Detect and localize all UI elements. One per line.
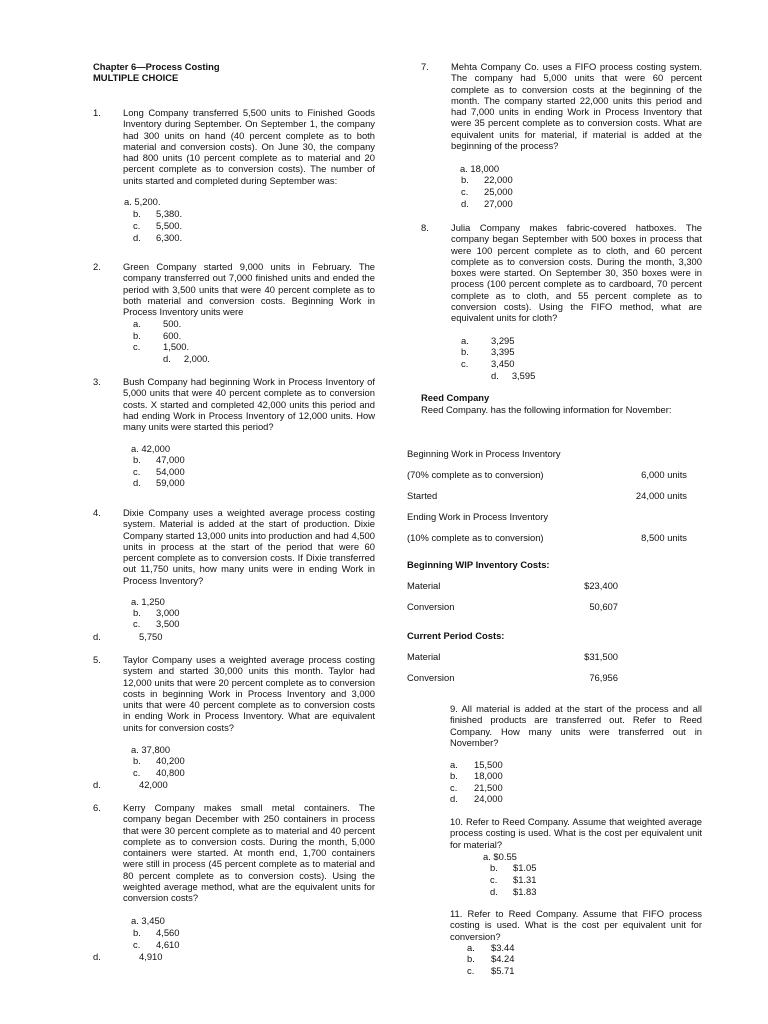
option-c: c. 3,450 <box>461 358 515 369</box>
cost-value: $23,400 <box>584 580 618 591</box>
option-c: c. 4,610 <box>133 939 180 950</box>
option-c: c. 25,000 <box>461 186 513 197</box>
option-a: a. 1,250 <box>131 596 165 607</box>
question-stem: Julia Company makes fabric-covered hatboxes. The company began September with 500 boxes in process that were 100 percent complete as to cloth, and 60 percent complete as to conversion costs. During the month, 3,300 boxes were started. On September 30, 350 boxes were in process (100 percent complete as to cardboard, 70 percent complete as to cloth, and 55 percent complete as to conversion costs). Using the FIFO method, what are equivalent units for cloth? <box>451 222 702 324</box>
option-d: d. 4,910 <box>93 951 163 962</box>
question-stem: 9. All material is added at the start of the process and all finished products are transferred out. Refer to Reed Company. How many units were transferred out in November? <box>450 703 702 748</box>
question-stem: Kerry Company makes small metal containers. The company began December with 250 containers in process that were 30 percent complete as to material and 40 percent complete as to conversion costs. During the month, 5,000 containers were started. At month end, 1,700 containers were still in process (45 percent complete as to material and 80 percent complete as to conversion costs). Using the weighted average method, what are the equivalent units for conversion costs? <box>123 802 375 904</box>
option-b: b. 3,395 <box>461 346 515 357</box>
question-stem: 10. Refer to Reed Company. Assume that weighted average process costing is used. What is the cost per equivalent unit for material? <box>450 816 702 850</box>
option-b: b. 40,200 <box>133 755 185 766</box>
option-a: a. 42,000 <box>131 443 171 454</box>
option-c: c. $1.31 <box>490 874 537 885</box>
question-stem: Mehta Company Co. uses a FIFO process costing system. The company had 5,000 units that were 60 percent complete as to conversion costs at the beginning of the month. The company started 22,000 units this period and had 7,000 units in ending Work in Process Inventory that were 35 percent complete as to conversion costs. What are equivalent units for material, if material is added at the beginning of the process? <box>451 61 702 152</box>
option-d: d. 27,000 <box>461 198 513 209</box>
option-c: c. 54,000 <box>133 466 185 477</box>
option-a: a. 3,295 <box>461 335 515 346</box>
question-number: 7. <box>421 61 429 72</box>
option-a: a. 3,450 <box>131 915 165 926</box>
question-stem: Long Company transferred 5,500 units to Finished Goods Inventory during September. On September 1, the company had 300 units on hand (40 percent complete as to both material and conversion costs). On June 30, the company had 800 units (10 percent complete as to material and 20 percent complete as to conversion costs). The number of units started and completed during September was: <box>123 107 375 186</box>
table-row-label: (10% complete as to conversion) <box>407 532 544 543</box>
question-5 <box>93 654 375 746</box>
option-c: c. $5.71 <box>467 965 515 976</box>
option-a: a. 15,500 <box>450 759 503 770</box>
section-title: MULTIPLE CHOICE <box>93 72 179 83</box>
option-a: a. $0.55 <box>483 851 517 862</box>
question-number: 2. <box>93 261 101 272</box>
table-row-value: 8,500 units <box>641 532 687 543</box>
option-a: a. $3.44 <box>467 942 515 953</box>
cost-label: Conversion <box>407 672 455 683</box>
option-d: d. 5,750 <box>93 631 163 642</box>
cost-label: Material <box>407 651 441 662</box>
question-8 <box>421 222 702 337</box>
option-d: d. 6,300. <box>133 232 183 243</box>
option-b: b. 5,380. <box>133 208 183 219</box>
reed-intro: Reed Company. has the following information for November: <box>421 404 672 415</box>
option-a: a. 500. <box>133 318 182 329</box>
question-stem: 11. Refer to Reed Company. Assume that FIFO process costing is used. What is the cost per equivalent unit for conversion? <box>450 908 702 942</box>
question-stem: Dixie Company uses a weighted average process costing system. Material is added at the start of production. Dixie Company started 13,000 units into production and had 4,500 units in process at the start of the period that were 60 percent complete as to conversion costs. If Dixie transferred out 11,750 units, how many units were in ending Work in Process Inventory? <box>123 507 375 586</box>
option-c: c. 5,500. <box>133 220 183 231</box>
cost-label: Conversion <box>407 601 455 612</box>
option-c: c. 1,500. <box>133 341 190 352</box>
cost-value: 76,956 <box>589 672 618 683</box>
question-9 <box>450 703 702 749</box>
question-number: 8. <box>421 222 429 233</box>
cost-value: $31,500 <box>584 651 618 662</box>
option-a: a. 37,800 <box>131 744 171 755</box>
option-b: b. 47,000 <box>133 454 185 465</box>
option-d: d. 2,000. <box>163 353 210 364</box>
question-stem: Green Company started 9,000 units in February. The company transferred out 7,000 finished units and ended the period with 3,500 units that were 40 percent complete as to both material and conversion costs. Beginning Work in Process Inventory units were <box>123 261 375 318</box>
question-2 <box>93 261 375 319</box>
option-b: b. $4.24 <box>467 953 515 964</box>
cpc-title: Current Period Costs: <box>407 630 505 641</box>
option-c: c. 3,500 <box>133 618 180 629</box>
question-number: 1. <box>93 107 101 118</box>
question-10 <box>450 816 702 851</box>
option-b: b. 22,000 <box>461 174 513 185</box>
question-4 <box>93 507 375 599</box>
question-stem: Bush Company had beginning Work in Process Inventory of 5,000 units that were 40 percent complete as to conversion costs. X started and completed 42,000 units this period and had ending Work in Process Inventory of 12,000 units. How many units were started this period? <box>123 376 375 433</box>
reed-title: Reed Company <box>421 392 490 403</box>
question-number: 3. <box>93 376 101 387</box>
option-b: b. 3,000 <box>133 607 180 618</box>
table-row-label: Beginning Work in Process Inventory <box>407 448 561 459</box>
question-3 <box>93 376 375 444</box>
cost-label: Material <box>407 580 441 591</box>
table-row-label: Started <box>407 490 438 501</box>
option-a: a. 5,200. <box>124 196 161 207</box>
question-number: 6. <box>93 802 101 813</box>
question-7 <box>421 61 702 165</box>
question-6 <box>93 802 375 917</box>
option-c: c. 40,800 <box>133 767 185 778</box>
option-b: b. 600. <box>133 330 182 341</box>
option-d: d. 42,000 <box>93 779 168 790</box>
option-d: d. $1.83 <box>490 886 537 897</box>
option-b: b. 18,000 <box>450 770 503 781</box>
option-b: b. 4,560 <box>133 927 180 938</box>
option-b: b. $1.05 <box>490 862 537 873</box>
table-row-label: Ending Work in Process Inventory <box>407 511 549 522</box>
option-c: c. 21,500 <box>450 782 503 793</box>
question-stem: Taylor Company uses a weighted average process costing system and started 30,000 units this month. Taylor had 12,000 units that were 20 percent complete as to conversion costs in beginning Work in Process Inventory and 3,000 units that were 40 percent complete as to conversion costs in ending Work in Process Inventory. What are equivalent units for conversion costs? <box>123 654 375 733</box>
bwip-title: Beginning WIP Inventory Costs: <box>407 559 550 570</box>
chapter-title: Chapter 6—Process Costing <box>93 61 220 72</box>
table-row-value: 6,000 units <box>641 469 687 480</box>
cost-value: 50,607 <box>589 601 618 612</box>
table-row-value: 24,000 units <box>635 490 687 501</box>
option-d: d. 24,000 <box>450 793 503 804</box>
table-row-label: (70% complete as to conversion) <box>407 469 544 480</box>
question-number: 5. <box>93 654 101 665</box>
option-d: d. 59,000 <box>133 477 185 488</box>
question-11 <box>450 908 702 943</box>
option-d: d. 3,595 <box>491 370 536 381</box>
option-a: a. 18,000 <box>460 163 500 174</box>
question-number: 4. <box>93 507 101 518</box>
